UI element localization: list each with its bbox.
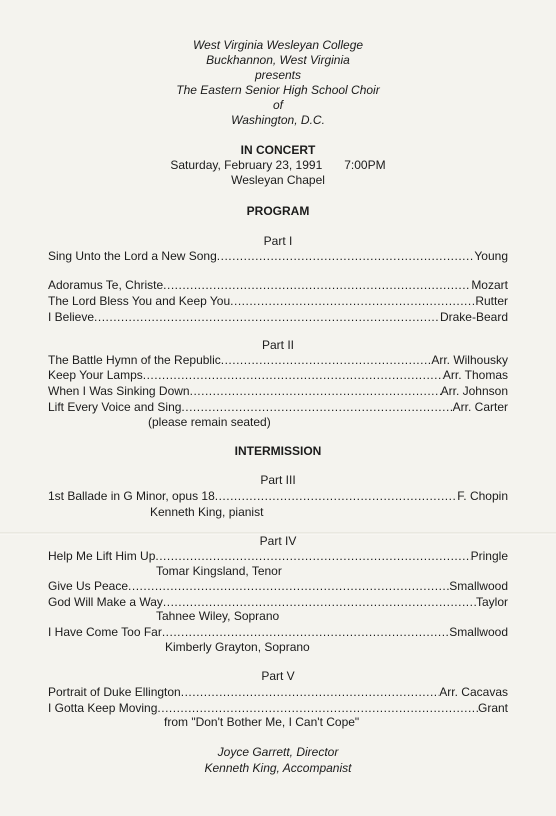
leader-dots [143,368,443,383]
program-entry [48,625,508,640]
leader-dots [181,400,452,415]
intermission-heading: INTERMISSION [234,444,322,458]
program-entry [48,353,508,368]
accompanist-credit: Kenneth King, Accompanist [204,761,352,775]
piece-composer: Drake-Beard [439,310,508,324]
piece-composer: Young [474,249,508,263]
piece-title: Portrait of Duke Ellington [48,685,181,699]
leader-dots [94,310,440,325]
program-entry [48,368,508,383]
piece-title: God Will Make a Way [48,595,163,609]
program-entry [48,384,508,399]
source-note: from "Don't Bother Me, I Can't Cope" [164,715,360,729]
piece-title: Help Me Lift Him Up [48,549,156,563]
piece-title: Sing Unto the Lord a New Song [48,249,217,263]
piece-composer: Taylor [475,595,508,609]
piece-title: I Believe [48,310,95,324]
leader-dots [215,489,458,504]
program-entry [48,685,508,700]
concert-venue: Wesleyan Chapel [231,173,325,187]
piece-title: 1st Ballade in G Minor, opus 18 [48,489,215,503]
piece-title: The Lord Bless You and Keep You [48,294,231,308]
piece-composer: Pringle [470,549,508,563]
concert-title: IN CONCERT [240,143,316,157]
performer-credit: Tahnee Wiley, Soprano [156,609,280,623]
piece-composer: F. Chopin [457,489,508,503]
piece-composer: Smallwood [449,625,508,639]
piece-title: Give Us Peace [48,579,129,593]
leader-dots [163,595,476,610]
leader-dots [221,353,432,368]
director-credit: Joyce Garrett, Director [217,745,339,759]
program-entry [48,278,508,293]
leader-dots [217,249,475,264]
piece-title: When I Was Sinking Down [48,384,190,398]
piece-composer: Smallwood [449,579,508,593]
presents-text: presents [254,68,302,82]
concert-time: 7:00PM [344,158,386,172]
performer-credit: Kimberly Grayton, Soprano [165,640,310,654]
choir-location: Washington, D.C. [231,113,325,127]
part-1-label: Part I [263,234,293,248]
program-entry [48,489,508,504]
piece-composer: Arr. Carter [452,400,508,414]
piece-title: Lift Every Voice and Sing [48,400,182,414]
program-entry [48,294,508,309]
piece-composer: Arr. Johnson [440,384,508,398]
choir-name: The Eastern Senior High School Choir [176,83,380,97]
piece-composer: Mozart [471,278,508,292]
program-entry [48,701,508,716]
piece-composer: Rutter [475,294,508,308]
program-entry [48,310,508,325]
piece-composer: Arr. Thomas [442,368,508,382]
piece-title: Keep Your Lamps [48,368,143,382]
program-entry [48,579,508,594]
leader-dots [181,685,440,700]
leader-dots [155,549,470,564]
leader-dots [230,294,475,309]
leader-dots [190,384,441,399]
performer-credit: Tomar Kingsland, Tenor [156,564,282,578]
remain-seated-note: (please remain seated) [148,415,271,429]
program-entry [48,249,508,264]
part-2-label: Part II [261,338,294,352]
piece-composer: Arr. Wilhousky [431,353,508,367]
program-entry [48,595,508,610]
piece-title: I Gotta Keep Moving [48,701,158,715]
of-text: of [272,98,283,112]
piece-composer: Arr. Cacavas [439,685,508,699]
piece-title: The Battle Hymn of the Republic [48,353,221,367]
college-city: Buckhannon, West Virginia [206,53,350,67]
leader-dots [128,579,449,594]
part-3-label: Part III [260,473,296,487]
leader-dots [163,278,471,293]
performer-credit: Kenneth King, pianist [150,505,264,519]
concert-date-time [0,158,556,173]
piece-title: Adoramus Te, Christe [48,278,164,292]
leader-dots [162,625,449,640]
piece-composer: Grant [477,701,508,715]
piece-title: I Have Come Too Far [48,625,162,639]
program-heading: PROGRAM [246,204,310,218]
part-4-label: Part IV [259,534,297,548]
part-5-label: Part V [261,669,295,683]
program-entry [48,400,508,415]
program-entry [48,549,508,564]
concert-date: Saturday, February 23, 1991 [170,158,323,172]
college-name: West Virginia Wesleyan College [192,38,364,52]
leader-dots [157,701,478,716]
